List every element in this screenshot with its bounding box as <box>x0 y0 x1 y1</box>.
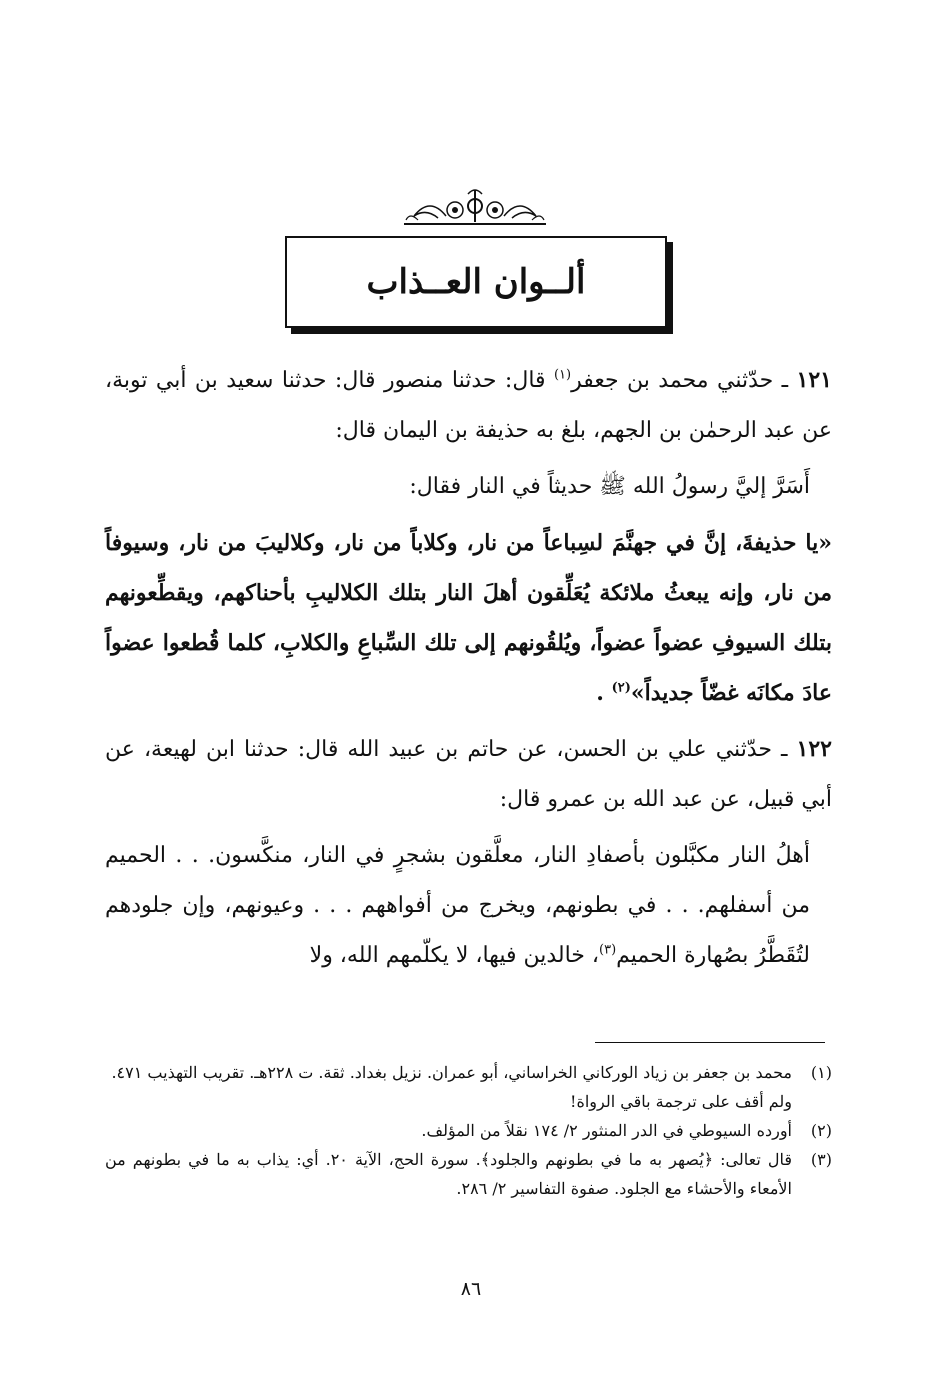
footnote-ref-2[interactable]: (٢) <box>611 680 631 696</box>
footnote-3-mark: (٣) <box>810 1150 832 1169</box>
ornament-icon <box>400 186 550 228</box>
page-number: ٨٦ <box>460 1278 482 1300</box>
hadith-121-quote-paragraph <box>105 518 832 718</box>
hadith-122-body <box>105 831 832 981</box>
footnote-2 <box>105 1116 832 1145</box>
hadith-122-number: ١٢٢ <box>796 736 832 762</box>
hadith-121-number: ١٢١ <box>796 367 832 393</box>
footnote-ref-1[interactable]: (١) <box>553 367 572 383</box>
footnote-3-text: قال تعالى: ﴿يُصهر به ما في بطونهم والجلود﴾. سورة الحج، الآية ٢٠. أي: يذاب به ما في بطونهم من الأمعاء والأحشاء مع الجلود. صفوة التفاسير ٢/ ٢٨٦. <box>105 1150 792 1198</box>
footnote-ref-3[interactable]: (٣) <box>599 942 617 958</box>
footnote-3 <box>105 1145 832 1203</box>
hadith-122-text: ـ حدّثني علي بن الحسن، عن حاتم بن عبيد الله قال: حدثنا ابن لهيعة، عن أبي قبيل، عن عبد الله بن عمرو قال: <box>105 737 832 812</box>
main-text <box>105 355 832 987</box>
chapter-title: ألــوان العــذاب <box>366 262 586 302</box>
hadith-121-intro: أَسَرَّ إليَّ رسولُ الله ﷺ حديثاً في النار فقال: <box>409 474 810 499</box>
hadith-121-quote: «يا حذيفةَ، إنَّ في جهنَّمَ لسِباعاً من نار، وكلاباً من نار، وكلاليبَ من نار، وسيوفاً من نار، وإنه يبعثُ ملائكة يُعَلِّقون أهلَ النار بتلك الكلاليبِ بأحناكهم، ويقطِّعونهم بتلك السيوفِ عضواً عضواً، ويُلقُونهم إلى تلك السِّباعِ والكلابِ، كلما قُطعوا عضواً عادَ مكانَه غضّاً جديداً» <box>105 530 832 706</box>
footnote-1-text: محمد بن جعفر بن زياد الوركاني الخراساني، أبو عمران. نزيل بغداد. ثقة. ت ٢٢٨هـ. تقريب التهذيب ٤٧١. <box>111 1063 792 1082</box>
footnote-1 <box>105 1058 832 1087</box>
hadith-121-paragraph <box>105 355 832 456</box>
footnotes <box>105 1058 832 1203</box>
hadith-121-quote-end: . <box>596 680 612 706</box>
footnote-2-mark: (٢) <box>810 1121 832 1140</box>
footnote-separator <box>595 1042 825 1043</box>
hadith-122-body-2: ، خالدين فيها، لا يكلّمهم الله، ولا <box>309 943 599 968</box>
hadith-121-text-1: ـ حدّثني محمد بن جعفر <box>571 368 797 393</box>
footnote-2-text: أورده السيوطي في الدر المنثور ٢/ ١٧٤ نقلاً من المؤلف. <box>421 1121 792 1140</box>
hadith-121-text-2: قال: حدثنا منصور قال: حدثنا سعيد بن أبي توبة، عن عبد الرحمٰن بن الجهم، بلغ به حذيفة بن اليمان قال: <box>105 368 832 443</box>
hadith-122-body-1: أهلُ النار مكبَّلون بأصفادِ النار، معلَّقون بشجرٍ في النار، منكَّسون. . . الحميم من أسفلهم. . . في بطونهم، ويخرج من أفواههم . . . وعيونهم، وإن جلودهم لتُقَطَّرُ بصُهارة الحميم <box>105 843 810 968</box>
footnote-1-extra: ولم أقف على ترجمة باقي الرواة! <box>570 1092 792 1111</box>
chapter-title-box <box>285 236 667 328</box>
footnote-1-mark: (١) <box>810 1063 832 1082</box>
hadith-122-paragraph <box>105 724 832 825</box>
